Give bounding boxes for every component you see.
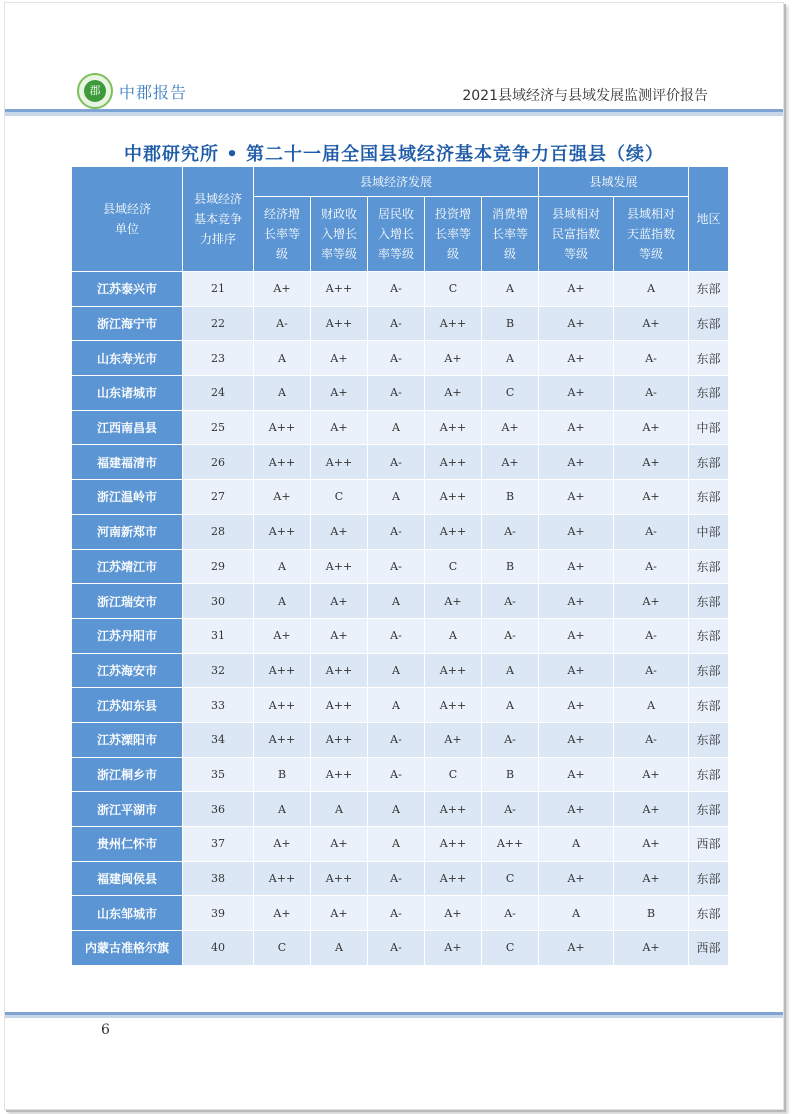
header-unit (72, 167, 183, 272)
grade-cell: A+ (425, 376, 482, 411)
grade-cell: A- (368, 896, 425, 931)
region-cell: 东部 (689, 896, 729, 931)
county-name-cell: 福建福清市 (72, 445, 183, 480)
region-cell: 西部 (689, 931, 729, 966)
header-sub-line: 消费增 (492, 207, 529, 221)
county-name-cell: 江苏丹阳市 (72, 618, 183, 653)
grade-cell: B (254, 757, 311, 792)
grade-cell: A++ (425, 688, 482, 723)
header-sub-line: 经济增 (263, 207, 300, 221)
rank-cell: 35 (183, 757, 254, 792)
rank-cell: 28 (183, 514, 254, 549)
logo-text: 中郡报告 (119, 82, 188, 102)
grade-cell: A- (482, 514, 539, 549)
grade-cell: A+ (311, 896, 368, 931)
grade-cell: A (368, 584, 425, 619)
grade-cell: A- (368, 549, 425, 584)
rank-cell: 23 (183, 341, 254, 376)
grade-cell: A++ (254, 688, 311, 723)
grade-cell: A- (368, 272, 425, 307)
grade-cell: A (368, 410, 425, 445)
region-cell: 中部 (689, 514, 729, 549)
grade-cell: A- (482, 584, 539, 619)
header-sub-line: 长率等 (434, 227, 471, 241)
table-row (72, 931, 729, 966)
county-name-cell: 贵州仁怀市 (72, 827, 183, 862)
grade-cell: A+ (539, 584, 614, 619)
region-cell: 东部 (689, 376, 729, 411)
region-cell: 东部 (689, 306, 729, 341)
region-cell: 西部 (689, 827, 729, 862)
grade-cell: A+ (539, 376, 614, 411)
header-sub-line: 天蓝指数 (627, 227, 676, 241)
grade-cell: A (482, 653, 539, 688)
region-cell: 东部 (689, 445, 729, 480)
grade-cell: A+ (311, 341, 368, 376)
grade-cell: A+ (539, 549, 614, 584)
table-row (72, 653, 729, 688)
grade-cell: A+ (425, 584, 482, 619)
grade-cell: A+ (254, 827, 311, 862)
header-sub-6 (614, 197, 689, 272)
table-row (72, 480, 729, 515)
grade-cell: A+ (311, 410, 368, 445)
grade-cell: A (539, 896, 614, 931)
grade-cell: A++ (311, 306, 368, 341)
region-cell: 中部 (689, 410, 729, 445)
rank-cell: 36 (183, 792, 254, 827)
grade-cell: A (482, 688, 539, 723)
grade-cell: A+ (254, 480, 311, 515)
grade-cell: A (482, 341, 539, 376)
grade-cell: A (254, 584, 311, 619)
rank-cell: 34 (183, 722, 254, 757)
grade-cell: A++ (425, 306, 482, 341)
region-cell: 东部 (689, 549, 729, 584)
grade-cell: A+ (425, 722, 482, 757)
grade-cell: A++ (425, 514, 482, 549)
table-row (72, 688, 729, 723)
table-row (72, 896, 729, 931)
grade-cell: C (254, 931, 311, 966)
header-sub-line: 县域相对 (552, 207, 601, 221)
grade-cell: A++ (425, 792, 482, 827)
region-cell: 东部 (689, 688, 729, 723)
grade-cell: A- (614, 722, 689, 757)
region-cell: 东部 (689, 792, 729, 827)
rank-cell: 40 (183, 931, 254, 966)
table-row (72, 341, 729, 376)
grade-cell: A+ (539, 757, 614, 792)
grade-cell: A+ (539, 688, 614, 723)
grade-cell: A+ (482, 410, 539, 445)
county-name-cell: 江西南昌县 (72, 410, 183, 445)
rank-cell: 33 (183, 688, 254, 723)
county-name-cell: 浙江瑞安市 (72, 584, 183, 619)
grade-cell: A+ (539, 445, 614, 480)
grade-cell: A+ (539, 722, 614, 757)
county-name-cell: 山东诸城市 (72, 376, 183, 411)
grade-cell: A+ (614, 410, 689, 445)
grade-cell: C (425, 549, 482, 584)
county-name-cell: 江苏泰兴市 (72, 272, 183, 307)
rank-cell: 22 (183, 306, 254, 341)
ranking-table (71, 166, 729, 966)
table-title: 中郡研究所 • 第二十一届全国县域经济基本竞争力百强县（续） (123, 144, 665, 165)
table-row (72, 410, 729, 445)
grade-cell: A++ (311, 757, 368, 792)
grade-cell: A+ (614, 931, 689, 966)
grade-cell: A- (614, 653, 689, 688)
header-sub-line: 级 (275, 247, 288, 261)
grade-cell: A (368, 480, 425, 515)
header-sub-line: 等级 (564, 247, 589, 261)
grade-cell: C (425, 272, 482, 307)
brand-logo (77, 73, 187, 109)
rank-cell: 31 (183, 618, 254, 653)
grade-cell: A+ (539, 480, 614, 515)
table-row (72, 722, 729, 757)
grade-cell: A- (482, 792, 539, 827)
document-page (4, 2, 784, 1110)
grade-cell: B (482, 306, 539, 341)
grade-cell: A+ (614, 757, 689, 792)
grade-cell: A+ (539, 618, 614, 653)
grade-cell: A (614, 272, 689, 307)
grade-cell: A+ (614, 861, 689, 896)
grade-cell: A- (614, 514, 689, 549)
grade-cell: A (254, 549, 311, 584)
region-cell: 东部 (689, 341, 729, 376)
logo-mark: 郡 (84, 80, 106, 102)
grade-cell: A+ (311, 618, 368, 653)
grade-cell: A++ (254, 861, 311, 896)
grade-cell: A- (368, 861, 425, 896)
grade-cell: A (254, 341, 311, 376)
header-sub-line: 居民收 (377, 207, 414, 221)
grade-cell: A (482, 272, 539, 307)
grade-cell: A++ (482, 827, 539, 862)
grade-cell: A+ (614, 445, 689, 480)
footer-divider (5, 1012, 783, 1018)
grade-cell: A- (368, 722, 425, 757)
header-unit-line2: 单位 (114, 222, 139, 236)
grade-cell: A++ (425, 410, 482, 445)
grade-cell: A++ (311, 272, 368, 307)
rank-cell: 26 (183, 445, 254, 480)
grade-cell: A- (254, 306, 311, 341)
rank-cell: 27 (183, 480, 254, 515)
county-name-cell: 河南新郑市 (72, 514, 183, 549)
table-row (72, 757, 729, 792)
grade-cell: A+ (539, 792, 614, 827)
grade-cell: A (425, 618, 482, 653)
rank-cell: 24 (183, 376, 254, 411)
region-cell: 东部 (689, 653, 729, 688)
grade-cell: A+ (254, 896, 311, 931)
header-sub-line: 财政收 (320, 207, 357, 221)
grade-cell: A++ (425, 653, 482, 688)
grade-cell: C (482, 931, 539, 966)
report-title: 2021县域经济与县域发展监测评价报告 (462, 88, 708, 104)
grade-cell: A- (482, 896, 539, 931)
grade-cell: B (482, 480, 539, 515)
header-sub-line: 民富指数 (552, 227, 601, 241)
grade-cell: A- (368, 931, 425, 966)
rank-cell: 25 (183, 410, 254, 445)
grade-cell: A+ (614, 827, 689, 862)
table-row (72, 792, 729, 827)
grade-cell: A+ (539, 861, 614, 896)
rank-cell: 32 (183, 653, 254, 688)
table-row (72, 514, 729, 549)
grade-cell: A+ (539, 653, 614, 688)
grade-cell: A+ (311, 514, 368, 549)
table-row (72, 306, 729, 341)
grade-cell: A- (614, 376, 689, 411)
region-cell: 东部 (689, 618, 729, 653)
rank-cell: 30 (183, 584, 254, 619)
header-sub-line: 投资增 (434, 207, 471, 221)
grade-cell: A- (482, 618, 539, 653)
header-econ-group: 县域经济发展 (254, 167, 539, 197)
grade-cell: A (368, 653, 425, 688)
grade-cell: A+ (311, 584, 368, 619)
table-row (72, 445, 729, 480)
grade-cell: A++ (254, 722, 311, 757)
grade-cell: A++ (425, 827, 482, 862)
county-name-cell: 江苏如东县 (72, 688, 183, 723)
table-row (72, 584, 729, 619)
header-region: 地区 (689, 167, 729, 272)
county-name-cell: 浙江桐乡市 (72, 757, 183, 792)
header-sub-line: 县域相对 (627, 207, 676, 221)
header-sub-2 (368, 197, 425, 272)
grade-cell: A (614, 688, 689, 723)
rank-cell: 29 (183, 549, 254, 584)
header-sub-1 (311, 197, 368, 272)
region-cell: 东部 (689, 861, 729, 896)
table-row (72, 549, 729, 584)
header-dev-group: 县域发展 (539, 167, 689, 197)
grade-cell: A+ (614, 480, 689, 515)
grade-cell: A (254, 792, 311, 827)
grade-cell: B (614, 896, 689, 931)
grade-cell: A (539, 827, 614, 862)
grade-cell: C (311, 480, 368, 515)
grade-cell: A+ (539, 341, 614, 376)
grade-cell: B (482, 757, 539, 792)
table-row (72, 272, 729, 307)
grade-cell: A++ (311, 722, 368, 757)
region-cell: 东部 (689, 757, 729, 792)
county-name-cell: 浙江平湖市 (72, 792, 183, 827)
region-cell: 东部 (689, 480, 729, 515)
header-sub-line: 等级 (639, 247, 664, 261)
grade-cell: A++ (425, 861, 482, 896)
grade-cell: A+ (254, 618, 311, 653)
header-sub-line: 入增长 (320, 227, 357, 241)
grade-cell: A++ (311, 653, 368, 688)
header-rank-line3: 力排序 (199, 232, 236, 246)
grade-cell: A (254, 376, 311, 411)
grade-cell: A- (368, 757, 425, 792)
grade-cell: A++ (311, 688, 368, 723)
header-sub-line: 长率等 (492, 227, 529, 241)
grade-cell: A+ (425, 896, 482, 931)
logo-emblem-icon (77, 73, 113, 109)
county-name-cell: 江苏海安市 (72, 653, 183, 688)
header-sub-4 (482, 197, 539, 272)
table-row (72, 376, 729, 411)
grade-cell: A+ (614, 306, 689, 341)
county-name-cell: 浙江温岭市 (72, 480, 183, 515)
grade-cell: A++ (254, 410, 311, 445)
rank-cell: 21 (183, 272, 254, 307)
grade-cell: A++ (311, 549, 368, 584)
grade-cell: A++ (254, 514, 311, 549)
region-cell: 东部 (689, 272, 729, 307)
grade-cell: A++ (254, 653, 311, 688)
header-sub-0 (254, 197, 311, 272)
grade-cell: A++ (425, 480, 482, 515)
table-row (72, 861, 729, 896)
county-name-cell: 山东寿光市 (72, 341, 183, 376)
header-sub-line: 率等级 (377, 247, 414, 261)
grade-cell: A (311, 792, 368, 827)
grade-cell: A+ (425, 341, 482, 376)
rank-cell: 38 (183, 861, 254, 896)
grade-cell: A+ (539, 272, 614, 307)
grade-cell: A- (368, 341, 425, 376)
county-name-cell: 福建闽侯县 (72, 861, 183, 896)
grade-cell: A- (368, 514, 425, 549)
grade-cell: A- (368, 618, 425, 653)
header-sub-line: 入增长 (377, 227, 414, 241)
grade-cell: A+ (539, 514, 614, 549)
grade-cell: A+ (254, 272, 311, 307)
header-rank (183, 167, 254, 272)
header-rank-line2: 基本竞争 (193, 212, 242, 226)
county-name-cell: 江苏溧阳市 (72, 722, 183, 757)
grade-cell: A++ (254, 445, 311, 480)
region-cell: 东部 (689, 722, 729, 757)
grade-cell: A++ (311, 445, 368, 480)
grade-cell: A- (614, 341, 689, 376)
grade-cell: A+ (425, 931, 482, 966)
county-name-cell: 内蒙古准格尔旗 (72, 931, 183, 966)
header-sub-5 (539, 197, 614, 272)
grade-cell: A+ (482, 445, 539, 480)
page-number: 6 (101, 1022, 110, 1038)
grade-cell: A+ (539, 410, 614, 445)
table-row (72, 618, 729, 653)
grade-cell: A- (368, 306, 425, 341)
county-name-cell: 浙江海宁市 (72, 306, 183, 341)
grade-cell: A- (368, 445, 425, 480)
header-unit-line1: 县域经济 (102, 202, 151, 216)
county-name-cell: 山东邹城市 (72, 896, 183, 931)
header-rank-line1: 县域经济 (193, 192, 242, 206)
header-sub-line: 级 (504, 247, 517, 261)
header-divider (5, 109, 783, 116)
header-sub-3 (425, 197, 482, 272)
grade-cell: B (482, 549, 539, 584)
grade-cell: A++ (425, 445, 482, 480)
header-sub-line: 率等级 (320, 247, 357, 261)
grade-cell: A+ (311, 827, 368, 862)
rank-cell: 37 (183, 827, 254, 862)
grade-cell: A (311, 931, 368, 966)
grade-cell: A- (614, 549, 689, 584)
grade-cell: A+ (539, 931, 614, 966)
header-sub-line: 级 (446, 247, 459, 261)
grade-cell: A (368, 688, 425, 723)
grade-cell: C (482, 376, 539, 411)
grade-cell: A- (482, 722, 539, 757)
table-row (72, 827, 729, 862)
grade-cell: A+ (539, 306, 614, 341)
region-cell: 东部 (689, 584, 729, 619)
grade-cell: A- (368, 376, 425, 411)
grade-cell: C (482, 861, 539, 896)
grade-cell: A++ (311, 861, 368, 896)
grade-cell: A+ (614, 792, 689, 827)
grade-cell: C (425, 757, 482, 792)
grade-cell: A+ (614, 584, 689, 619)
county-name-cell: 江苏靖江市 (72, 549, 183, 584)
grade-cell: A- (614, 618, 689, 653)
grade-cell: A (368, 827, 425, 862)
grade-cell: A (368, 792, 425, 827)
grade-cell: A+ (311, 376, 368, 411)
header-sub-line: 长率等 (263, 227, 300, 241)
rank-cell: 39 (183, 896, 254, 931)
